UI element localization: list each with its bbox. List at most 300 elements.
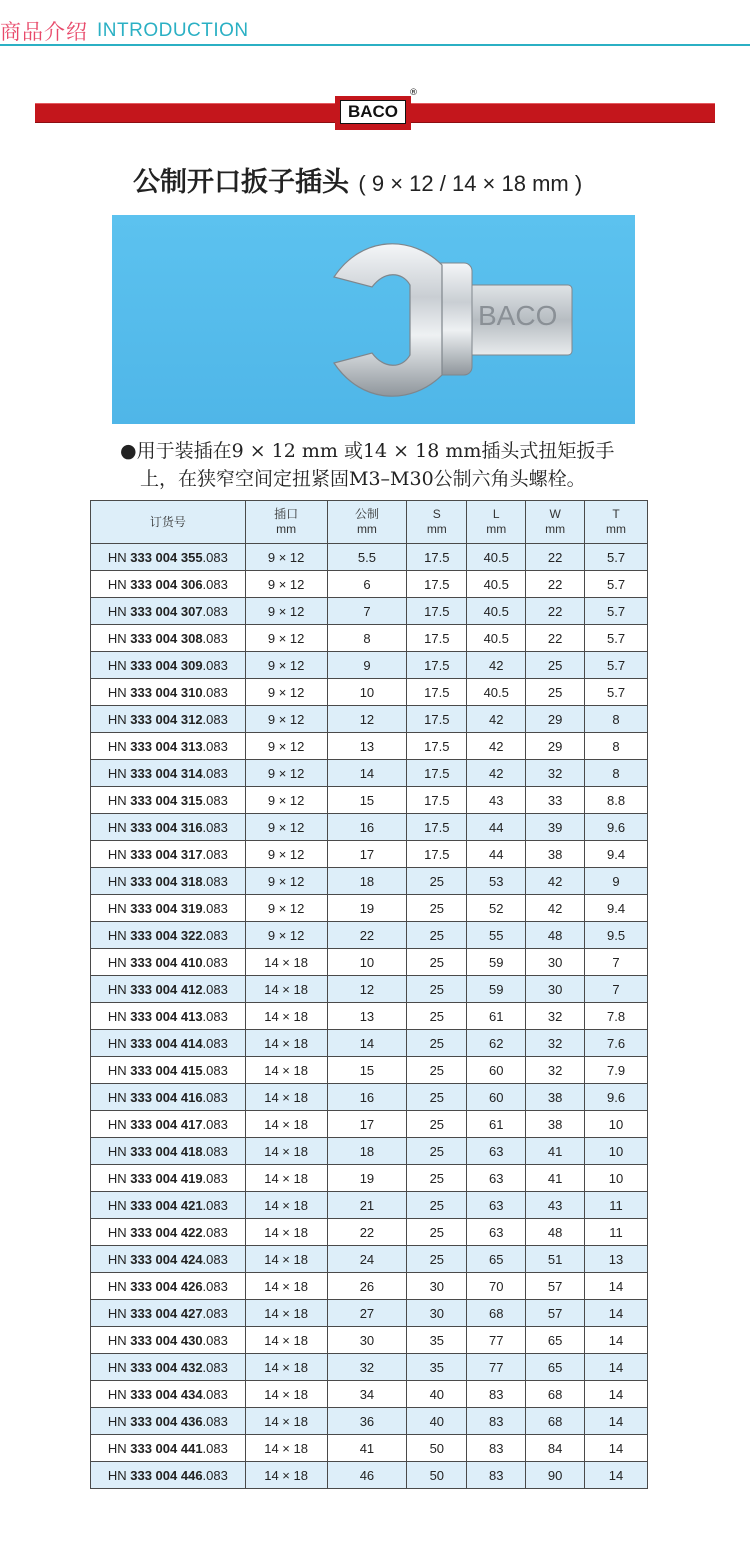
metric-cell: 24	[327, 1246, 407, 1273]
socket-cell: 14 × 18	[245, 1138, 327, 1165]
t-cell: 10	[585, 1111, 648, 1138]
w-cell: 29	[526, 706, 585, 733]
l-cell: 61	[467, 1111, 526, 1138]
order-number-cell: HN 333 004 424.083	[91, 1246, 246, 1273]
socket-cell: 9 × 12	[245, 652, 327, 679]
s-cell: 17.5	[407, 841, 467, 868]
metric-cell: 32	[327, 1354, 407, 1381]
socket-cell: 14 × 18	[245, 1003, 327, 1030]
description-line-1: ●用于装插在9 × 12 mm 或14 × 18 mm插头式扭矩扳手	[120, 440, 615, 462]
order-number-cell: HN 333 004 410.083	[91, 949, 246, 976]
s-cell: 25	[407, 976, 467, 1003]
l-cell: 63	[467, 1138, 526, 1165]
socket-cell: 14 × 18	[245, 1165, 327, 1192]
l-cell: 83	[467, 1462, 526, 1489]
table-row	[91, 1300, 648, 1327]
l-cell: 62	[467, 1030, 526, 1057]
t-cell: 7.9	[585, 1057, 648, 1084]
socket-cell: 9 × 12	[245, 787, 327, 814]
s-cell: 17.5	[407, 706, 467, 733]
metric-cell: 14	[327, 760, 407, 787]
w-cell: 33	[526, 787, 585, 814]
l-cell: 70	[467, 1273, 526, 1300]
metric-cell: 7	[327, 598, 407, 625]
table-row	[91, 1435, 648, 1462]
l-cell: 40.5	[467, 625, 526, 652]
order-number-cell: HN 333 004 419.083	[91, 1165, 246, 1192]
s-cell: 17.5	[407, 814, 467, 841]
l-cell: 63	[467, 1165, 526, 1192]
socket-cell: 14 × 18	[245, 1354, 327, 1381]
registered-mark: ®	[409, 88, 418, 98]
table-row	[91, 598, 648, 625]
metric-cell: 21	[327, 1192, 407, 1219]
table-row	[91, 922, 648, 949]
table-row	[91, 679, 648, 706]
w-cell: 30	[526, 976, 585, 1003]
w-cell: 38	[526, 1111, 585, 1138]
table-row	[91, 1138, 648, 1165]
w-cell: 68	[526, 1408, 585, 1435]
description-line-2: 上，在狭窄空间定扭紧固M3–M30公制六角头螺栓。	[140, 468, 586, 490]
metric-cell: 27	[327, 1300, 407, 1327]
t-cell: 9.4	[585, 841, 648, 868]
l-cell: 40.5	[467, 598, 526, 625]
table-row	[91, 976, 648, 1003]
order-number-cell: HN 333 004 432.083	[91, 1354, 246, 1381]
w-cell: 38	[526, 1084, 585, 1111]
w-cell: 22	[526, 625, 585, 652]
s-cell: 40	[407, 1381, 467, 1408]
table-header-row	[91, 501, 648, 544]
t-cell: 9.6	[585, 1084, 648, 1111]
socket-cell: 14 × 18	[245, 1273, 327, 1300]
socket-cell: 9 × 12	[245, 868, 327, 895]
metric-cell: 22	[327, 922, 407, 949]
table-row	[91, 895, 648, 922]
s-cell: 25	[407, 868, 467, 895]
order-number-cell: HN 333 004 316.083	[91, 814, 246, 841]
table-row	[91, 1111, 648, 1138]
table-row	[91, 787, 648, 814]
w-cell: 65	[526, 1354, 585, 1381]
metric-cell: 18	[327, 1138, 407, 1165]
order-number-cell: HN 333 004 415.083	[91, 1057, 246, 1084]
s-cell: 25	[407, 949, 467, 976]
socket-cell: 14 × 18	[245, 1084, 327, 1111]
l-cell: 63	[467, 1219, 526, 1246]
t-cell: 7.6	[585, 1030, 648, 1057]
metric-cell: 9	[327, 652, 407, 679]
table-row	[91, 652, 648, 679]
t-cell: 5.7	[585, 571, 648, 598]
socket-cell: 9 × 12	[245, 922, 327, 949]
t-cell: 10	[585, 1165, 648, 1192]
order-number-cell: HN 333 004 313.083	[91, 733, 246, 760]
order-number-cell: HN 333 004 309.083	[91, 652, 246, 679]
t-cell: 7	[585, 949, 648, 976]
table-row	[91, 625, 648, 652]
s-cell: 17.5	[407, 571, 467, 598]
s-cell: 25	[407, 1057, 467, 1084]
t-cell: 13	[585, 1246, 648, 1273]
w-cell: 30	[526, 949, 585, 976]
order-number-cell: HN 333 004 446.083	[91, 1462, 246, 1489]
s-cell: 50	[407, 1435, 467, 1462]
order-number-cell: HN 333 004 308.083	[91, 625, 246, 652]
t-cell: 9.5	[585, 922, 648, 949]
s-cell: 25	[407, 1165, 467, 1192]
t-cell: 14	[585, 1354, 648, 1381]
socket-cell: 9 × 12	[245, 733, 327, 760]
t-cell: 7.8	[585, 1003, 648, 1030]
order-number-cell: HN 333 004 318.083	[91, 868, 246, 895]
socket-cell: 9 × 12	[245, 895, 327, 922]
table-row	[91, 814, 648, 841]
section-divider	[0, 44, 750, 46]
t-cell: 14	[585, 1408, 648, 1435]
metric-cell: 16	[327, 1084, 407, 1111]
t-cell: 8	[585, 733, 648, 760]
order-number-cell: HN 333 004 414.083	[91, 1030, 246, 1057]
l-cell: 77	[467, 1354, 526, 1381]
w-cell: 32	[526, 1030, 585, 1057]
order-number-cell: HN 333 004 434.083	[91, 1381, 246, 1408]
order-number-cell: HN 333 004 441.083	[91, 1435, 246, 1462]
s-cell: 25	[407, 1192, 467, 1219]
metric-cell: 15	[327, 1057, 407, 1084]
metric-cell: 34	[327, 1381, 407, 1408]
table-row	[91, 571, 648, 598]
metric-cell: 12	[327, 976, 407, 1003]
w-cell: 38	[526, 841, 585, 868]
l-cell: 68	[467, 1300, 526, 1327]
table-row	[91, 1192, 648, 1219]
s-cell: 25	[407, 895, 467, 922]
s-cell: 40	[407, 1408, 467, 1435]
l-cell: 60	[467, 1057, 526, 1084]
header-socket: 插口 mm	[245, 501, 327, 544]
order-number-cell: HN 333 004 427.083	[91, 1300, 246, 1327]
table-row	[91, 760, 648, 787]
w-cell: 57	[526, 1273, 585, 1300]
product-title-spec: ( 9 × 12 / 14 × 18 mm )	[358, 171, 583, 196]
socket-cell: 9 × 12	[245, 571, 327, 598]
l-cell: 42	[467, 733, 526, 760]
s-cell: 17.5	[407, 733, 467, 760]
table-row	[91, 1381, 648, 1408]
t-cell: 5.7	[585, 598, 648, 625]
t-cell: 14	[585, 1327, 648, 1354]
s-cell: 50	[407, 1462, 467, 1489]
s-cell: 25	[407, 1030, 467, 1057]
metric-cell: 6	[327, 571, 407, 598]
t-cell: 5.7	[585, 652, 648, 679]
metric-cell: 16	[327, 814, 407, 841]
metric-cell: 13	[327, 733, 407, 760]
order-number-cell: HN 333 004 310.083	[91, 679, 246, 706]
socket-cell: 9 × 12	[245, 679, 327, 706]
socket-cell: 14 × 18	[245, 1300, 327, 1327]
order-number-cell: HN 333 004 417.083	[91, 1111, 246, 1138]
w-cell: 39	[526, 814, 585, 841]
s-cell: 25	[407, 1246, 467, 1273]
s-cell: 17.5	[407, 625, 467, 652]
order-number-cell: HN 333 004 306.083	[91, 571, 246, 598]
socket-cell: 9 × 12	[245, 760, 327, 787]
w-cell: 90	[526, 1462, 585, 1489]
order-number-cell: HN 333 004 317.083	[91, 841, 246, 868]
t-cell: 8.8	[585, 787, 648, 814]
table-row	[91, 1057, 648, 1084]
product-title-text: 公制开口扳子插头	[133, 167, 349, 198]
header-l: L mm	[467, 501, 526, 544]
product-description	[120, 437, 614, 493]
socket-cell: 14 × 18	[245, 1435, 327, 1462]
l-cell: 59	[467, 976, 526, 1003]
order-number-cell: HN 333 004 312.083	[91, 706, 246, 733]
w-cell: 48	[526, 922, 585, 949]
w-cell: 22	[526, 571, 585, 598]
socket-cell: 14 × 18	[245, 949, 327, 976]
w-cell: 41	[526, 1165, 585, 1192]
section-header	[0, 0, 750, 48]
l-cell: 83	[467, 1381, 526, 1408]
table-row	[91, 1030, 648, 1057]
metric-cell: 10	[327, 679, 407, 706]
spec-table-body	[91, 544, 648, 1489]
table-row	[91, 1003, 648, 1030]
table-row	[91, 1246, 648, 1273]
w-cell: 42	[526, 868, 585, 895]
w-cell: 65	[526, 1327, 585, 1354]
w-cell: 32	[526, 760, 585, 787]
l-cell: 43	[467, 787, 526, 814]
metric-cell: 26	[327, 1273, 407, 1300]
metric-cell: 8	[327, 625, 407, 652]
table-row	[91, 1273, 648, 1300]
table-row	[91, 1084, 648, 1111]
s-cell: 25	[407, 1003, 467, 1030]
socket-cell: 14 × 18	[245, 1462, 327, 1489]
table-row	[91, 841, 648, 868]
s-cell: 30	[407, 1273, 467, 1300]
socket-cell: 9 × 12	[245, 598, 327, 625]
socket-cell: 14 × 18	[245, 1246, 327, 1273]
l-cell: 65	[467, 1246, 526, 1273]
t-cell: 11	[585, 1192, 648, 1219]
socket-cell: 14 × 18	[245, 1192, 327, 1219]
metric-cell: 19	[327, 1165, 407, 1192]
l-cell: 40.5	[467, 571, 526, 598]
metric-cell: 41	[327, 1435, 407, 1462]
socket-cell: 14 × 18	[245, 1111, 327, 1138]
header-metric: 公制 mm	[327, 501, 407, 544]
s-cell: 35	[407, 1327, 467, 1354]
w-cell: 22	[526, 598, 585, 625]
socket-cell: 9 × 12	[245, 841, 327, 868]
l-cell: 55	[467, 922, 526, 949]
table-row	[91, 868, 648, 895]
socket-cell: 14 × 18	[245, 1057, 327, 1084]
socket-cell: 14 × 18	[245, 976, 327, 1003]
s-cell: 17.5	[407, 787, 467, 814]
header-t: T mm	[585, 501, 648, 544]
metric-cell: 19	[327, 895, 407, 922]
w-cell: 57	[526, 1300, 585, 1327]
t-cell: 14	[585, 1381, 648, 1408]
section-title-zh: 商品介绍	[0, 20, 88, 44]
s-cell: 25	[407, 922, 467, 949]
order-number-cell: HN 333 004 430.083	[91, 1327, 246, 1354]
order-number-cell: HN 333 004 315.083	[91, 787, 246, 814]
l-cell: 83	[467, 1435, 526, 1462]
order-number-cell: HN 333 004 422.083	[91, 1219, 246, 1246]
s-cell: 17.5	[407, 652, 467, 679]
order-number-cell: HN 333 004 412.083	[91, 976, 246, 1003]
table-row	[91, 1327, 648, 1354]
header-order-no: 订货号	[91, 501, 246, 544]
w-cell: 29	[526, 733, 585, 760]
order-number-cell: HN 333 004 413.083	[91, 1003, 246, 1030]
w-cell: 48	[526, 1219, 585, 1246]
socket-cell: 14 × 18	[245, 1381, 327, 1408]
s-cell: 17.5	[407, 544, 467, 571]
metric-cell: 36	[327, 1408, 407, 1435]
product-title	[133, 160, 582, 199]
l-cell: 44	[467, 841, 526, 868]
metric-cell: 18	[327, 868, 407, 895]
header-w: W mm	[526, 501, 585, 544]
w-cell: 42	[526, 895, 585, 922]
header-s: S mm	[407, 501, 467, 544]
order-number-cell: HN 333 004 436.083	[91, 1408, 246, 1435]
table-row	[91, 1165, 648, 1192]
product-photo	[112, 215, 635, 424]
t-cell: 9.6	[585, 814, 648, 841]
l-cell: 60	[467, 1084, 526, 1111]
metric-cell: 22	[327, 1219, 407, 1246]
t-cell: 5.7	[585, 679, 648, 706]
order-number-cell: HN 333 004 416.083	[91, 1084, 246, 1111]
t-cell: 14	[585, 1300, 648, 1327]
metric-cell: 13	[327, 1003, 407, 1030]
wrench-head-illustration	[112, 215, 635, 424]
metric-cell: 15	[327, 787, 407, 814]
t-cell: 8	[585, 706, 648, 733]
s-cell: 25	[407, 1138, 467, 1165]
s-cell: 17.5	[407, 760, 467, 787]
l-cell: 77	[467, 1327, 526, 1354]
t-cell: 11	[585, 1219, 648, 1246]
socket-cell: 9 × 12	[245, 625, 327, 652]
socket-cell: 9 × 12	[245, 814, 327, 841]
socket-cell: 14 × 18	[245, 1327, 327, 1354]
l-cell: 44	[467, 814, 526, 841]
order-number-cell: HN 333 004 322.083	[91, 922, 246, 949]
metric-cell: 10	[327, 949, 407, 976]
t-cell: 5.7	[585, 544, 648, 571]
t-cell: 14	[585, 1435, 648, 1462]
socket-cell: 9 × 12	[245, 544, 327, 571]
t-cell: 5.7	[585, 625, 648, 652]
w-cell: 84	[526, 1435, 585, 1462]
metric-cell: 30	[327, 1327, 407, 1354]
table-row	[91, 706, 648, 733]
engraved-brand-text: BACO	[478, 300, 558, 331]
table-row	[91, 733, 648, 760]
order-number-cell: HN 333 004 421.083	[91, 1192, 246, 1219]
brand-logo: BACO	[340, 100, 406, 124]
metric-cell: 46	[327, 1462, 407, 1489]
socket-cell: 9 × 12	[245, 706, 327, 733]
w-cell: 22	[526, 544, 585, 571]
l-cell: 63	[467, 1192, 526, 1219]
t-cell: 10	[585, 1138, 648, 1165]
t-cell: 9.4	[585, 895, 648, 922]
l-cell: 59	[467, 949, 526, 976]
w-cell: 32	[526, 1057, 585, 1084]
l-cell: 42	[467, 652, 526, 679]
w-cell: 25	[526, 652, 585, 679]
table-row	[91, 949, 648, 976]
table-row	[91, 1219, 648, 1246]
table-row	[91, 1354, 648, 1381]
metric-cell: 17	[327, 841, 407, 868]
l-cell: 61	[467, 1003, 526, 1030]
s-cell: 17.5	[407, 598, 467, 625]
order-number-cell: HN 333 004 307.083	[91, 598, 246, 625]
s-cell: 30	[407, 1300, 467, 1327]
spec-table	[90, 500, 648, 1489]
order-number-cell: HN 333 004 418.083	[91, 1138, 246, 1165]
s-cell: 25	[407, 1219, 467, 1246]
t-cell: 8	[585, 760, 648, 787]
socket-cell: 14 × 18	[245, 1219, 327, 1246]
s-cell: 25	[407, 1111, 467, 1138]
w-cell: 25	[526, 679, 585, 706]
w-cell: 51	[526, 1246, 585, 1273]
w-cell: 32	[526, 1003, 585, 1030]
l-cell: 42	[467, 706, 526, 733]
metric-cell: 14	[327, 1030, 407, 1057]
l-cell: 40.5	[467, 679, 526, 706]
metric-cell: 12	[327, 706, 407, 733]
l-cell: 40.5	[467, 544, 526, 571]
order-number-cell: HN 333 004 355.083	[91, 544, 246, 571]
table-row	[91, 544, 648, 571]
metric-cell: 17	[327, 1111, 407, 1138]
s-cell: 35	[407, 1354, 467, 1381]
l-cell: 42	[467, 760, 526, 787]
socket-cell: 14 × 18	[245, 1408, 327, 1435]
l-cell: 52	[467, 895, 526, 922]
order-number-cell: HN 333 004 314.083	[91, 760, 246, 787]
l-cell: 83	[467, 1408, 526, 1435]
s-cell: 25	[407, 1084, 467, 1111]
t-cell: 7	[585, 976, 648, 1003]
socket-cell: 14 × 18	[245, 1030, 327, 1057]
order-number-cell: HN 333 004 319.083	[91, 895, 246, 922]
s-cell: 17.5	[407, 679, 467, 706]
table-row	[91, 1408, 648, 1435]
section-title-en: INTRODUCTION	[97, 20, 249, 41]
order-number-cell: HN 333 004 426.083	[91, 1273, 246, 1300]
t-cell: 9	[585, 868, 648, 895]
t-cell: 14	[585, 1273, 648, 1300]
table-row	[91, 1462, 648, 1489]
w-cell: 43	[526, 1192, 585, 1219]
